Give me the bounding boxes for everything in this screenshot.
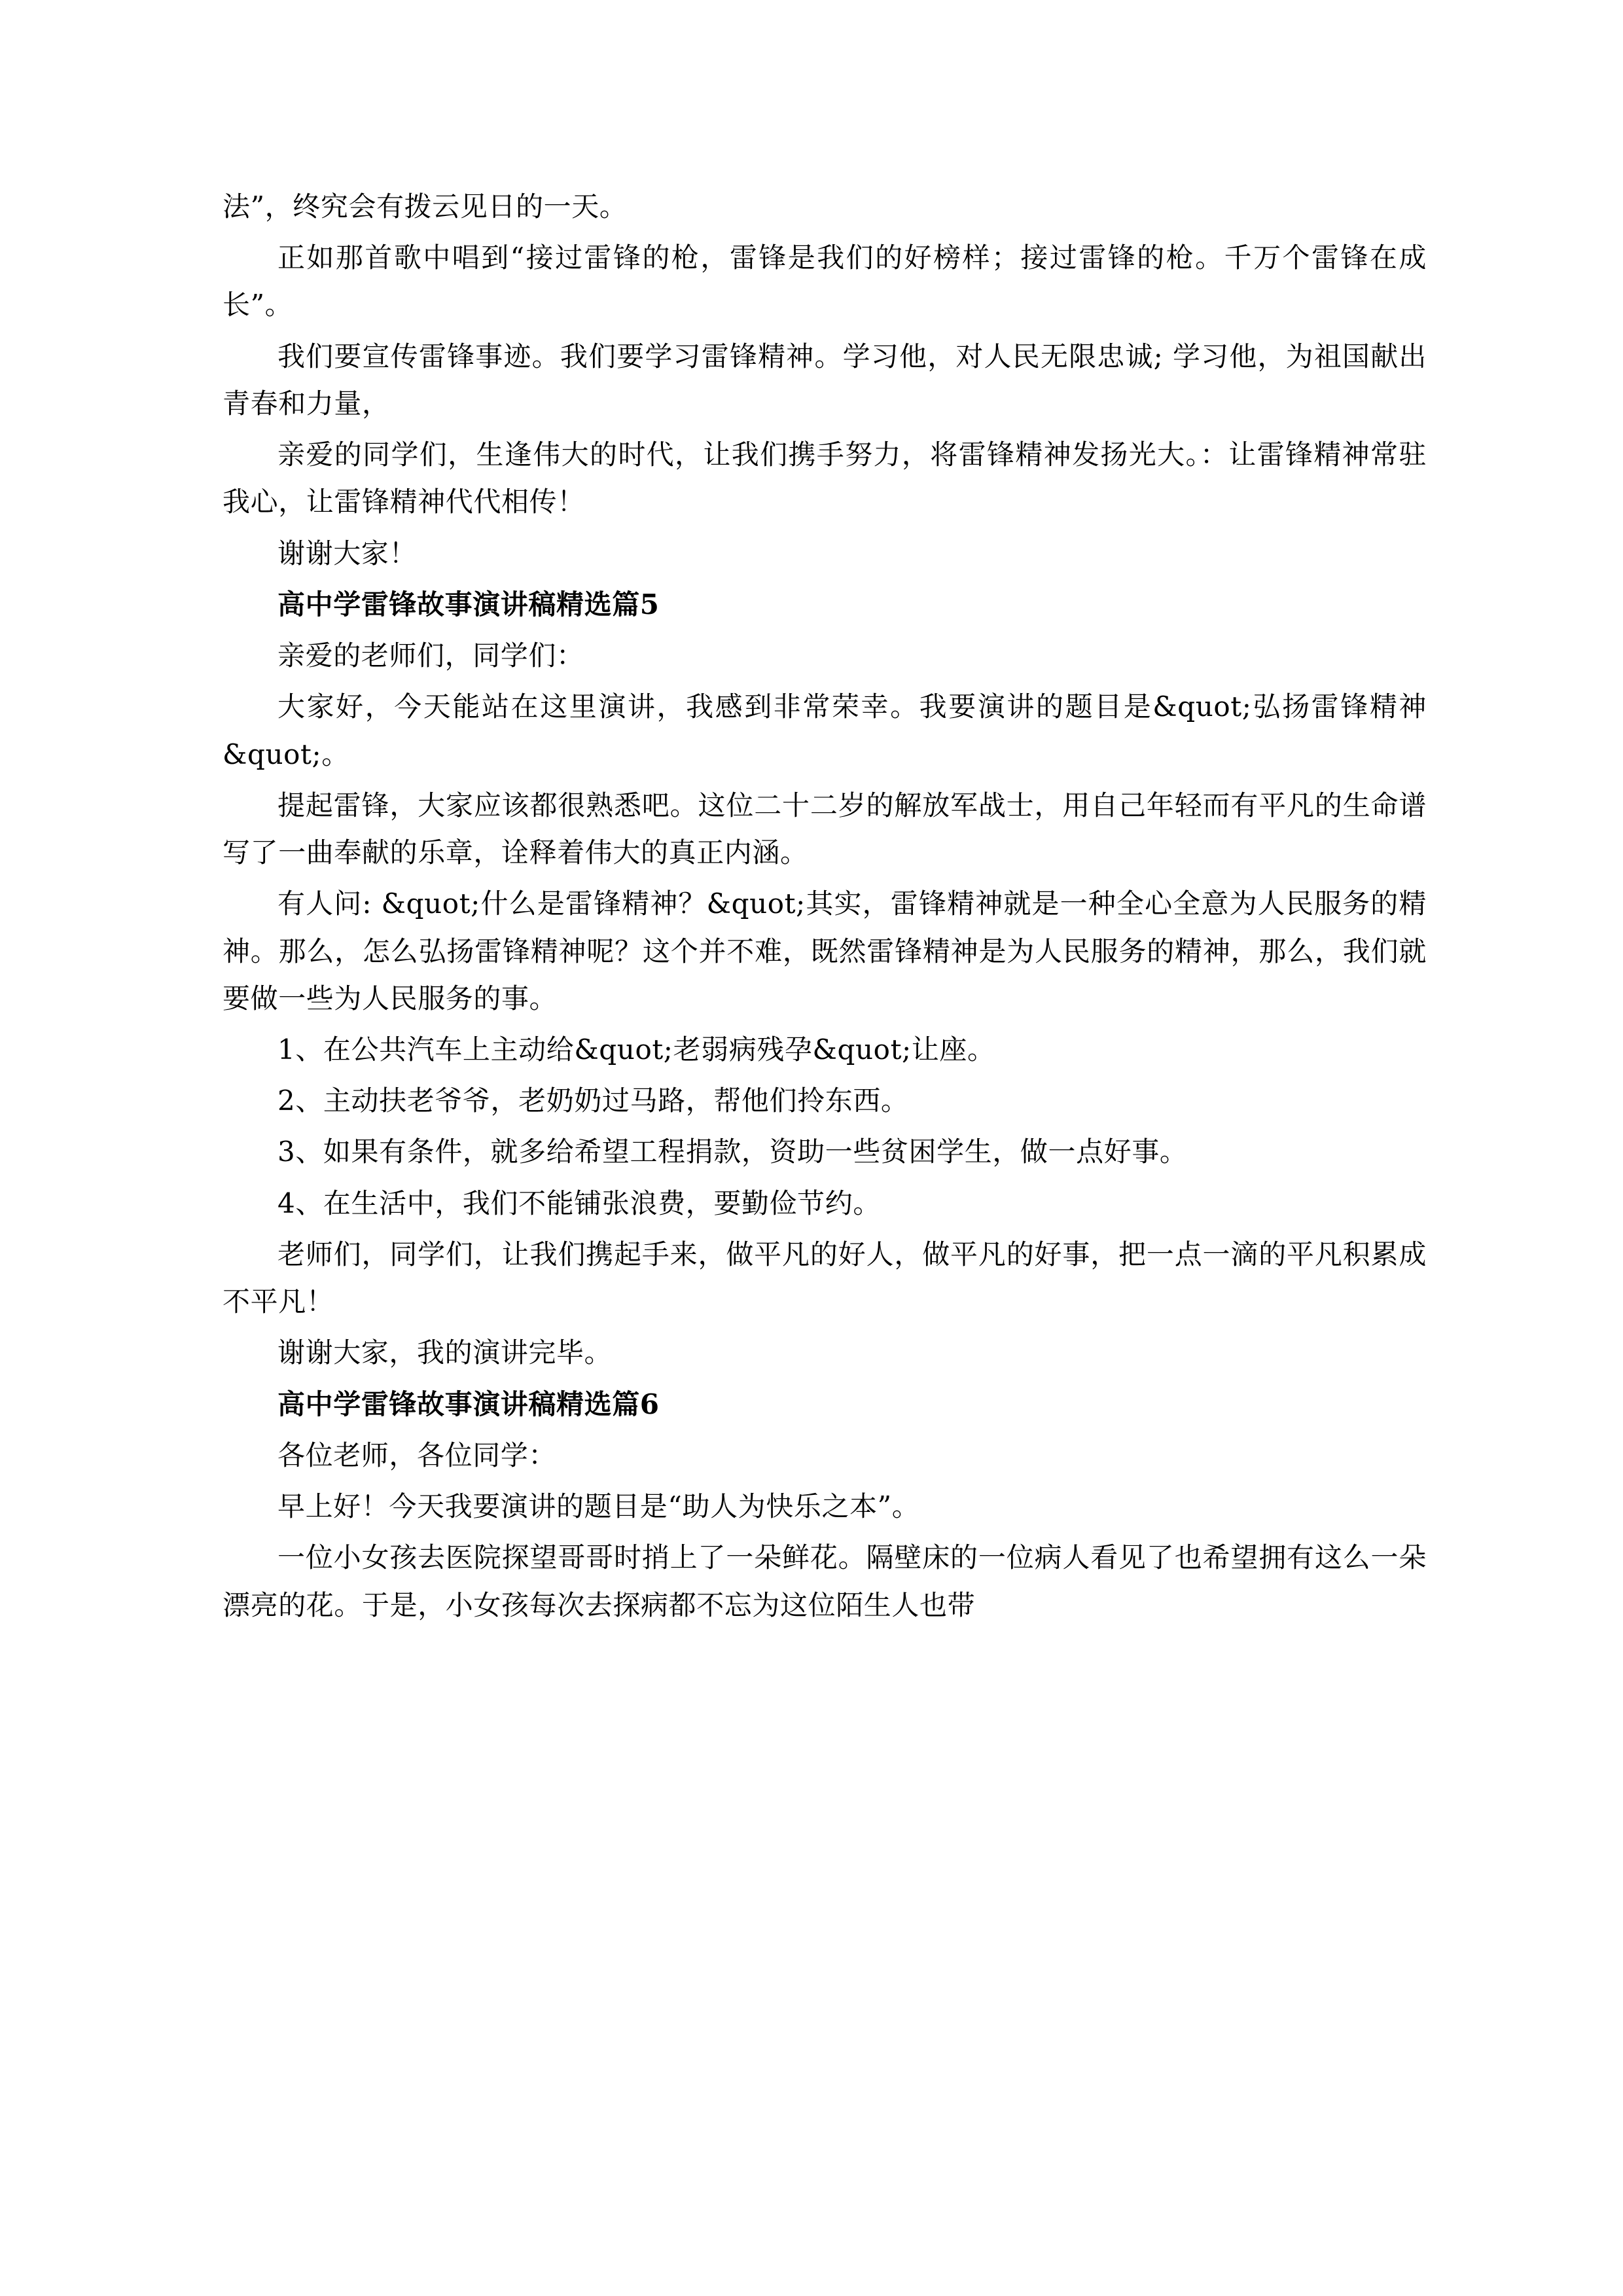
paragraph: 谢谢大家！ [277, 537, 418, 569]
paragraph: 提起雷锋，大家应该都很熟悉吧。这位二十二岁的解放军战士，用自己年轻而有平凡的生命谱写了一曲奉献的乐章，诠释着伟大的真正内涵。 [223, 789, 1427, 869]
paragraph: 亲爱的同学们，生逢伟大的时代，让我们携手努力，将雷锋精神发扬光大。：让雷锋精神常驻我心，让雷锋精神代代相传！ [223, 439, 1427, 518]
paragraph: 老师们，同学们，让我们携起手来，做平凡的好人，做平凡的好事，把一点一滴的平凡积累成不平凡！ [223, 1238, 1427, 1318]
document-body [223, 183, 1427, 1629]
paragraph: 有人问: &quot;什么是雷锋精神？&quot;其实，雷锋精神就是一种全心全意为人民服务的精神。那么，怎么弘扬雷锋精神呢？这个并不难，既然雷锋精神是为人民服务的精神，那么，我们就要做一些为人民服务的事。 [223, 888, 1427, 1014]
list-item: 3、如果有条件，就多给希望工程捐款，资助一些贫困学生，做一点好事。 [277, 1136, 1188, 1168]
paragraph: 谢谢大家，我的演讲完毕。 [277, 1336, 613, 1369]
paragraph: 法”，终究会有拨云见日的一天。 [223, 190, 628, 223]
paragraph: 亲爱的老师们，同学们： [277, 639, 584, 672]
section-heading: 高中学雷锋故事演讲稿精选篇5 [277, 588, 660, 620]
paragraph: 早上好！今天我要演讲的题目是“助人为快乐之本”。 [277, 1490, 920, 1523]
paragraph: 我们要宣传雷锋事迹。我们要学习雷锋精神。学习他，对人民无限忠诚; 学习他，为祖国献出青春和力量， [223, 340, 1427, 420]
paragraph: 正如那首歌中唱到“接过雷锋的枪，雷锋是我们的好榜样；接过雷锋的枪。千万个雷锋在成长”。 [223, 242, 1427, 321]
list-item: 1、在公共汽车上主动给&quot;老弱病残孕&quot;让座。 [277, 1033, 995, 1066]
paragraph: 大家好，今天能站在这里演讲，我感到非常荣幸。我要演讲的题目是&quot;弘扬雷锋精神&quot;。 [223, 691, 1427, 770]
paragraph: 一位小女孩去医院探望哥哥时捎上了一朵鲜花。隔壁床的一位病人看见了也希望拥有这么一朵漂亮的花。于是，小女孩每次去探病都不忘为这位陌生人也带 [223, 1541, 1427, 1621]
paragraph: 各位老师，各位同学： [277, 1439, 557, 1471]
list-item: 2、主动扶老爷爷，老奶奶过马路，帮他们拎东西。 [277, 1085, 909, 1117]
list-item: 4、在生活中，我们不能铺张浪费，要勤俭节约。 [277, 1187, 881, 1219]
section-heading: 高中学雷锋故事演讲稿精选篇6 [277, 1388, 660, 1420]
